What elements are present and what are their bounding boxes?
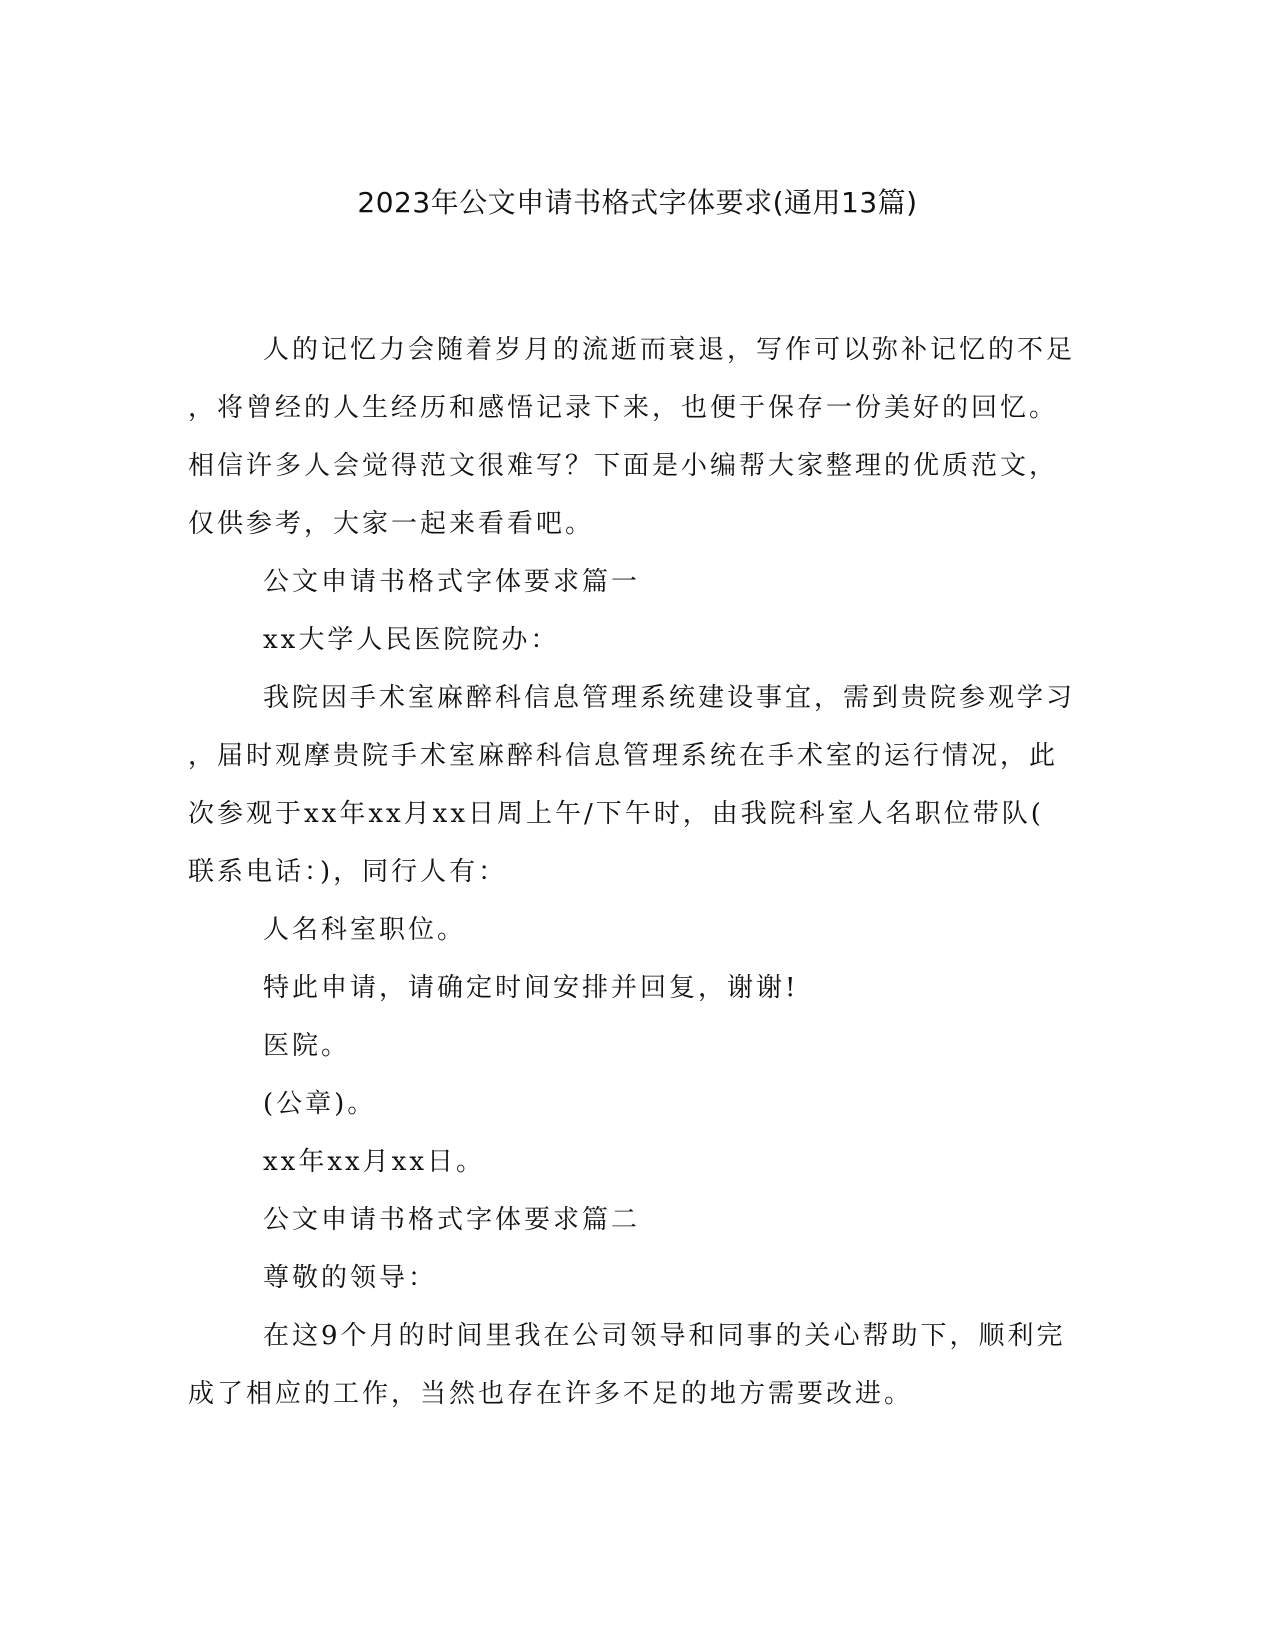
paragraph-line: ，将曾经的人生经历和感悟记录下来，也便于保存一份美好的回忆。 — [188, 393, 1059, 423]
section-heading: 公文申请书格式字体要求篇二 — [263, 1205, 641, 1235]
date-line: xx年xx月xx日。 — [263, 1147, 485, 1177]
paragraph-line: 相信许多人会觉得范文很难写？下面是小编帮大家整理的优质范文， — [188, 451, 1059, 481]
section-heading: 公文申请书格式字体要求篇一 — [263, 567, 641, 597]
paragraph-line: 人名科室职位。 — [263, 915, 467, 945]
paragraph-line: 次参观于xx年xx月xx日周上午/下午时，由我院科室人名职位带队( — [188, 799, 1044, 829]
paragraph-line: 人的记忆力会随着岁月的流逝而衰退，写作可以弥补记忆的不足 — [263, 335, 1076, 365]
paragraph-line: ，届时观摩贵院手术室麻醉科信息管理系统在手术室的运行情况，此 — [188, 741, 1059, 771]
paragraph-line: 联系电话：)，同行人有： — [188, 857, 508, 887]
salutation: 尊敬的领导： — [263, 1263, 438, 1293]
salutation: xx大学人民医院院办： — [263, 625, 560, 655]
document-title: 2023年公文申请书格式字体要求(通用13篇) — [357, 186, 918, 219]
seal-line: (公章)。 — [263, 1089, 377, 1119]
paragraph-line: 特此申请，请确定时间安排并回复，谢谢! — [263, 973, 799, 1003]
paragraph-line: 成了相应的工作，当然也存在许多不足的地方需要改进。 — [188, 1379, 914, 1409]
paragraph-line: 仅供参考，大家一起来看看吧。 — [188, 509, 595, 539]
paragraph-line: 在这9个月的时间里我在公司领导和同事的关心帮助下，顺利完 — [263, 1321, 1066, 1351]
paragraph-line: 我院因手术室麻醉科信息管理系统建设事宜，需到贵院参观学习 — [263, 683, 1076, 713]
signature-line: 医院。 — [263, 1031, 351, 1061]
